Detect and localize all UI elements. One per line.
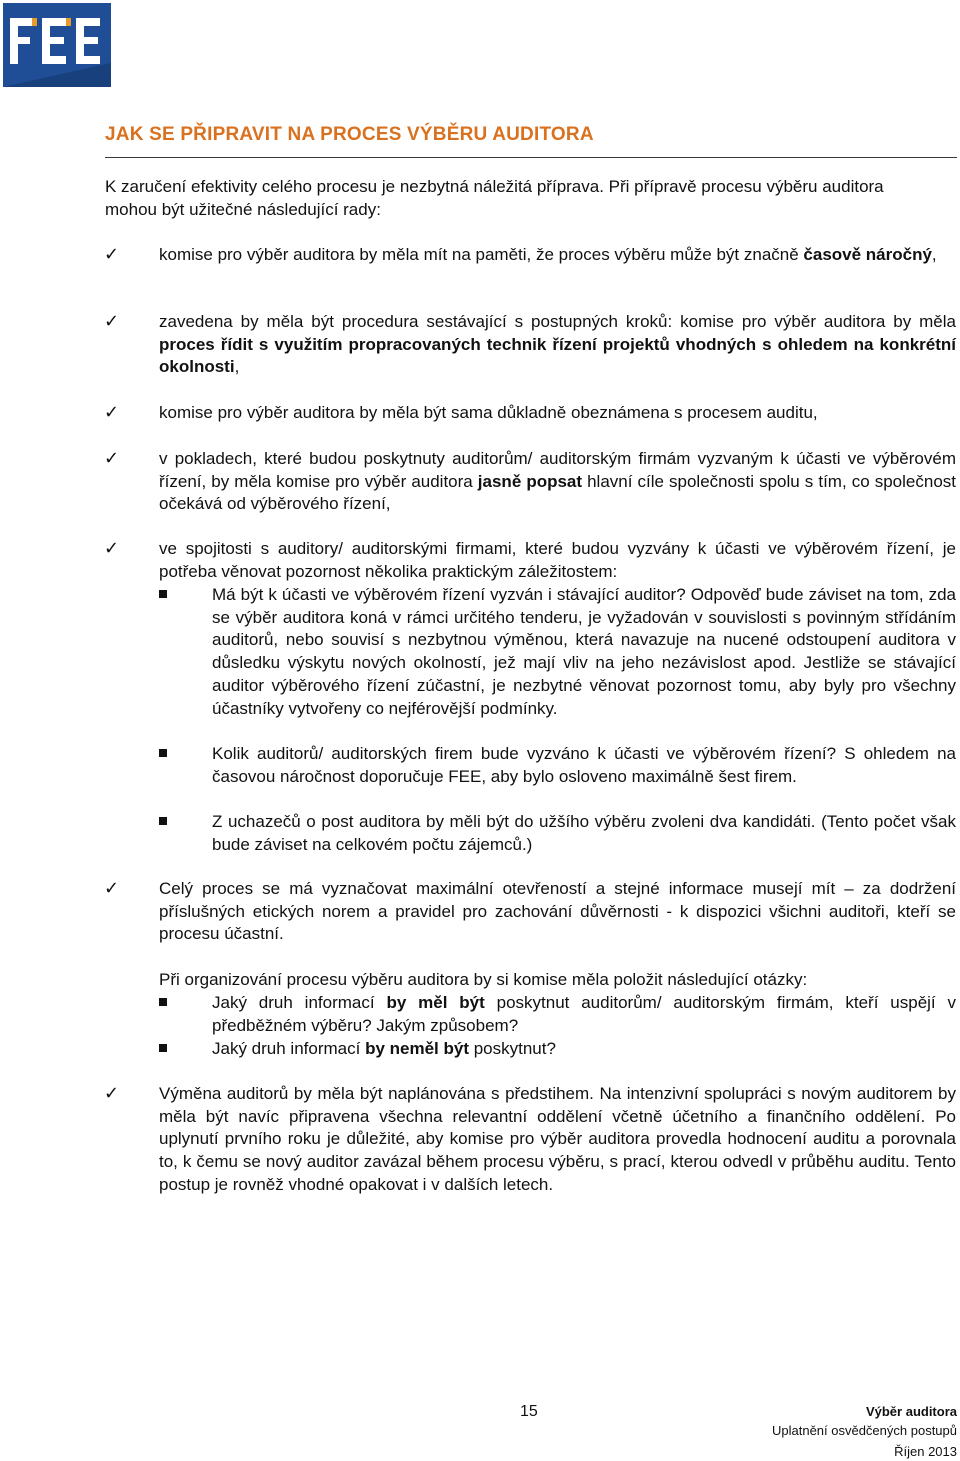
checkmark-icon: ✓ xyxy=(104,311,120,332)
page-number: 15 xyxy=(520,1403,538,1420)
checkmark-icon: ✓ xyxy=(104,878,120,899)
square-bullet-icon xyxy=(159,590,167,598)
sub-list-item: Z uchazečů o post auditora by měli být do užšího výběru zvoleni dva kandidáti. (Tento počet však bude záviset na celkovém počtu zájemců.) xyxy=(212,812,956,854)
fee-logo xyxy=(3,3,111,87)
square-bullet-icon xyxy=(159,749,167,757)
list-item: Výměna auditorů by měla být naplánována s předstihem. Na intenzivní spolupráci s novým auditorem by měla být navíc připravena všechna relevantní oddělení včetně účetního a finančního oddělení. Po uplynutí prvního roku je důležité, aby komise pro výběr auditora provedla hodnocení auditu a porovnala to, k čemu se nový auditor zavázal během procesu výběru, s prací, kterou odvedl v průběhu auditu. Tento postup je rovněž vhodné opakovat i v dalších letech. xyxy=(159,1084,956,1194)
sub-list-item: Jaký druh informací by měl být poskytnut auditorům/ auditorským firmám, kteří uspějí v předběžném výběru? Jakým způsobem? xyxy=(212,993,956,1035)
intro-paragraph: K zaručení efektivity celého procesu je nezbytná náležitá příprava. Při přípravě procesu výběru auditora mohou být užitečné následující rady: xyxy=(105,177,884,219)
list-item: zavedena by měla být procedura sestávající s postupných kroků: komise pro výběr auditora by měla proces řídit s využitím propracovaných technik řízení projektů vhodných s ohledem na konkrétní okolnosti, xyxy=(159,312,956,377)
sub-list-item: Jaký druh informací by neměl být poskytnut? xyxy=(212,1039,556,1058)
checkmark-icon: ✓ xyxy=(104,538,120,559)
square-bullet-icon xyxy=(159,817,167,825)
sub-list-item: Kolik auditorů/ auditorských firem bude vyzváno k účasti ve výběrovém řízení? S ohledem na časovou náročnost doporučuje FEE, aby bylo osloveno maximálně šest firem. xyxy=(212,744,956,786)
fee-logo-mark xyxy=(3,3,111,87)
questions-intro: Při organizování procesu výběru auditora by si komise měla položit následující otázky: xyxy=(159,970,808,989)
heading-divider xyxy=(105,157,957,158)
section-heading: JAK SE PŘIPRAVIT NA PROCES VÝBĚRU AUDITORA xyxy=(105,124,594,145)
footer-date: Říjen 2013 xyxy=(894,1444,957,1459)
list-item: v pokladech, které budou poskytnuty auditorům/ auditorským firmám vyzvaným k účasti ve výběrovém řízení, by měla komise pro výběr auditora jasně popsat hlavní cíle společnosti spolu s tím, co společnost očekává od výběrového řízení, xyxy=(159,449,956,514)
checkmark-icon: ✓ xyxy=(104,244,120,265)
list-item: komise pro výběr auditora by měla mít na paměti, že proces výběru může být značně časově náročný, xyxy=(159,245,937,264)
checkmark-icon: ✓ xyxy=(104,448,120,469)
square-bullet-icon xyxy=(159,998,167,1006)
list-item: ve spojitosti s auditory/ auditorskými firmami, které budou vyzvány k účasti ve výběrovém řízení, je potřeba věnovat pozornost několika praktickým záležitostem: xyxy=(159,539,956,581)
list-item: komise pro výběr auditora by měla být sama důkladně obeznámena s procesem auditu, xyxy=(159,403,818,422)
square-bullet-icon xyxy=(159,1044,167,1052)
footer-subtitle: Uplatnění osvědčených postupů xyxy=(771,1423,957,1438)
list-item: Celý proces se má vyznačovat maximální otevřeností a stejné informace musejí mít – za dodržení příslušných etických norem a pravidel pro zachování důvěrnosti - k dispozici všichni auditoři, kteří se procesu účastní. xyxy=(159,879,956,944)
footer-info xyxy=(772,1402,957,1461)
footer-title: Výběr auditora xyxy=(865,1404,957,1419)
checkmark-icon: ✓ xyxy=(104,1083,120,1104)
checkmark-icon: ✓ xyxy=(104,402,120,423)
sub-list-item: Má být k účasti ve výběrovém řízení vyzván i stávající auditor? Odpověď bude záviset na tom, zda se výběr auditora koná v rámci určitého tenderu, je vyžadován v souvislosti s povinným střídáním auditorů, nebo souvisí s nezbytnou výměnou, která navazuje na nucené odstoupení auditora v důsledku výskytu nových okolností, jež mají vliv na jeho nezávislost apod. Jestliže se stávající auditor výběrového řízení zúčastní, je nezbytné věnovat pozornost tomu, aby byly pro všechny účastníky vytvořeny co nejférovější podmínky. xyxy=(212,585,956,718)
